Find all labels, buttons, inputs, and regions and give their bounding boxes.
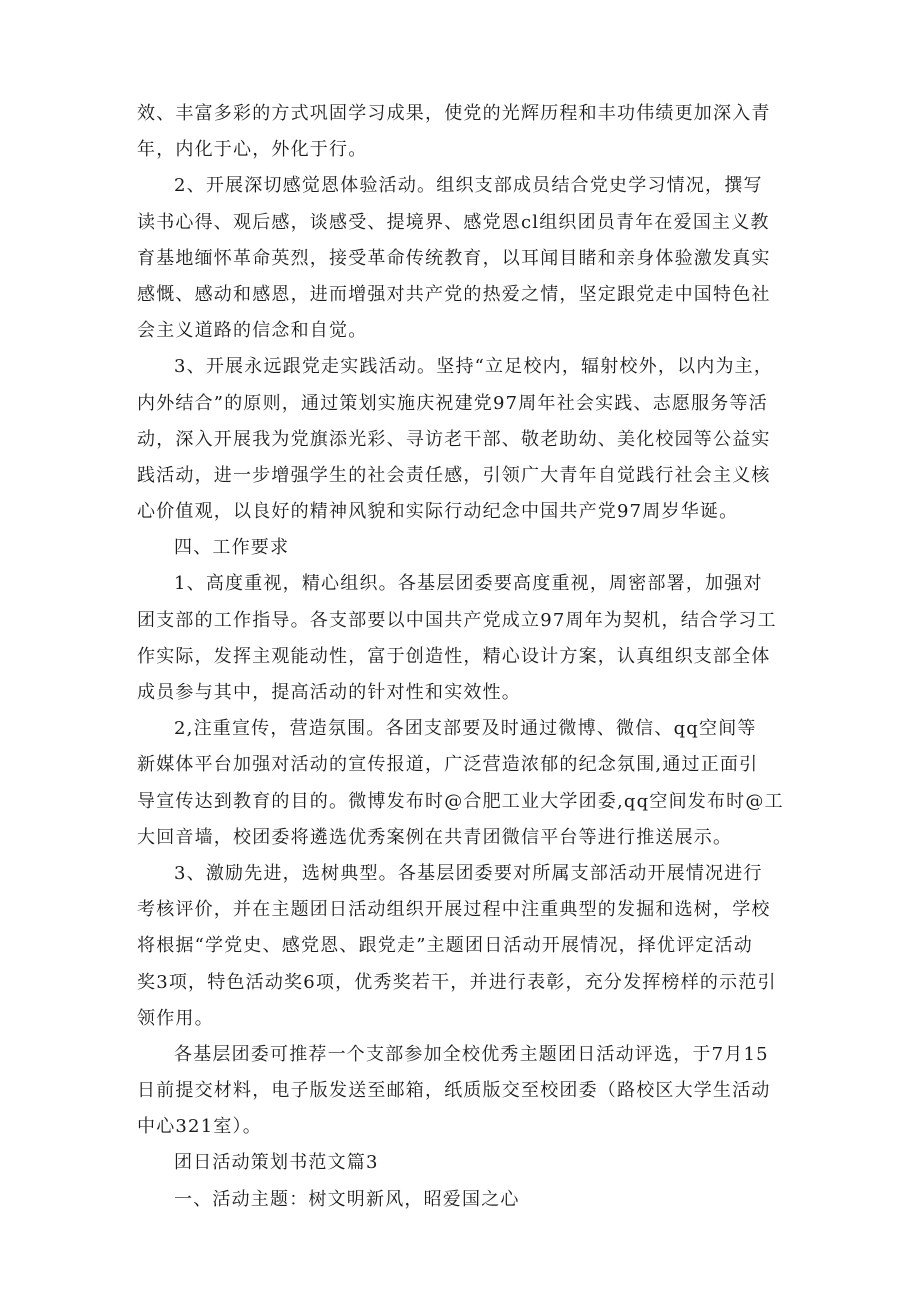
text-line: 将根据“学党史、感党恩、跟党走”主题团日活动开展情况，择优评定活动 [137,935,754,957]
text-line: 日前提交材料，电子版发送至邮箱，纸质版交至校团委（路校区大学生活动 [137,1080,771,1102]
paragraph-start: 3、开展永远跟党走实践活动。坚持“立足校内，辐射校外，以内为主， [174,356,774,378]
text-line: 奖3项，特色活动奖6项，优秀奖若干，并进行表彰，充分发挥榜样的示范引 [137,971,777,993]
paragraph-start: 2,注重宣传，营造氛围。各团支部要及时通过微博、微信、qq空间等 [174,718,757,740]
paragraph-start: 1、高度重视，精心组织。各基层团委要高度重视，周密部署，加强对 [174,573,763,595]
text-line: 感慨、感动和感恩，进而增强对共产党的热爱之情，坚定跟党走中国特色社 [137,283,771,305]
text-line: 会主义道路的信念和自觉。 [137,320,368,342]
section-heading: 四、工作要求 [174,537,290,559]
text-line: 年，内化于心，外化于行。 [137,139,368,161]
section-heading: 一、活动主题：树文明新风，昭爱国之心 [174,1188,520,1210]
text-line: 读书心得、观后感，谈感受、提境界、感党恩cl组织团员青年在爱国主义教 [137,211,770,233]
document-body [137,96,797,1218]
text-line: 育基地缅怀革命英烈，接受革命传统教育，以耳闻目睹和亲身体验激发真实 [137,247,771,269]
text-line: 团支部的工作指导。各支部要以中国共产党成立97周年为契机，结合学习工 [137,609,777,631]
text-line: 中心321室）。 [137,1116,262,1138]
paragraph-start: 2、开展深切感觉恩体验活动。组织支部成员结合党史学习情况，撰写 [174,175,763,197]
text-line: 践活动，进一步增强学生的社会责任感，引领广大青年自觉践行社会主义核 [137,464,771,486]
text-line: 考核评价，并在主题团日活动组织开展过程中注重典型的发掘和选树，学校 [137,899,771,921]
paragraph-start: 各基层团委可推荐一个支部参加全校优秀主题团日活动评选，于7月15 [174,1043,769,1065]
text-line: 成员参与其中，提高活动的针对性和实效性。 [137,682,521,703]
text-line: 领作用。 [137,1007,214,1029]
text-line: 内外结合”的原则，通过策划实施庆祝建党97周年社会实践、志愿服务等活 [137,392,768,414]
text-line: 大回音墙，校团委将遴选优秀案例在共青团微信平台等进行推送展示。 [137,826,733,848]
text-line: 效、丰富多彩的方式巩固学习成果，使党的光辉历程和丰功伟绩更加深入青 [137,103,771,124]
text-line: 作实际，发挥主观能动性，富于创造性，精心设计方案，认真组织支部全体 [137,645,771,667]
text-line: 新媒体平台加强对活动的宣传报道，广泛营造浓郁的纪念氛围,通过正面引 [137,754,759,776]
text-line: 动，深入开展我为党旗添光彩、寻访老干部、敬老助幼、美化校园等公益实 [137,428,771,450]
text-line: 导宣传达到教育的目的。微博发布时@合肥工业大学团委,qq空间发布时@工 [137,790,784,812]
text-line: 心价值观，以良好的精神风貌和实际行动纪念中国共产党97周岁华诞。 [137,501,739,523]
article-title: 团日活动策划书范文篇3 [174,1152,379,1174]
paragraph-start: 3、激励先进，选树典型。各基层团委要对所属支部活动开展情况进行 [174,862,763,884]
